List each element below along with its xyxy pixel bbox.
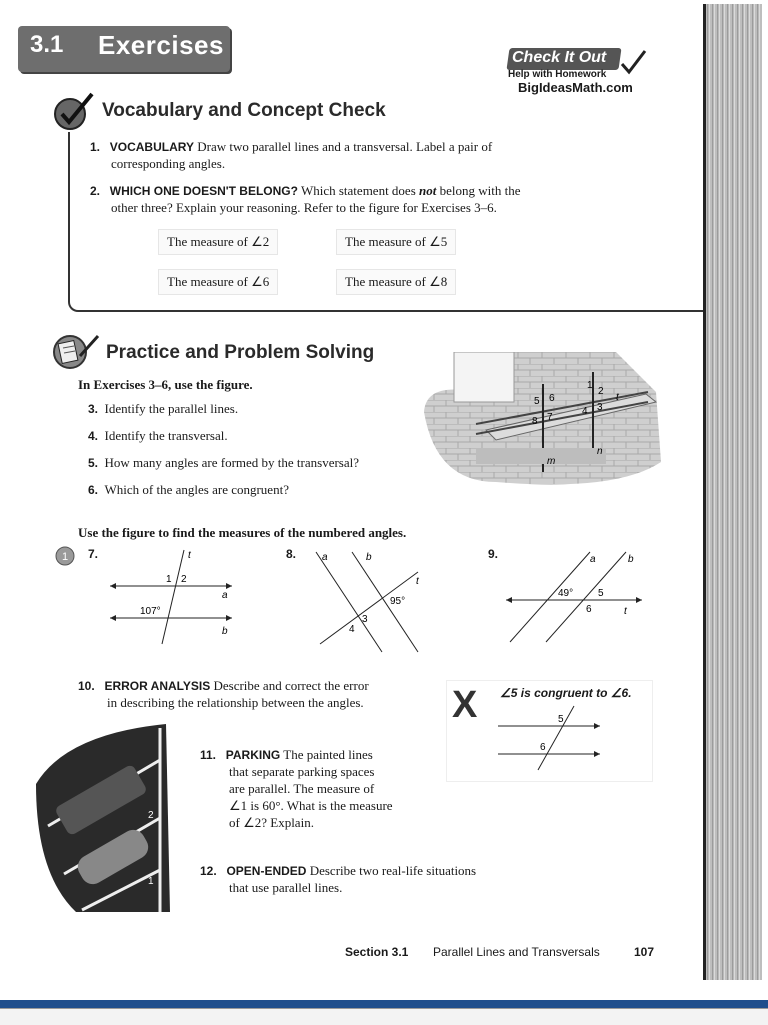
exercise-number: 5. bbox=[88, 456, 99, 470]
line-label: t bbox=[624, 606, 627, 617]
checkmark-icon bbox=[618, 48, 648, 78]
angle-label: 6 bbox=[549, 393, 555, 404]
error-statement: ∠5 is congruent to ∠6. bbox=[500, 686, 632, 700]
page-title: Exercises bbox=[98, 30, 224, 60]
vocab-heading: Vocabulary and Concept Check bbox=[102, 100, 386, 121]
angle-label: 1 bbox=[587, 380, 593, 391]
exercise-text-cont: corresponding angles. bbox=[111, 156, 226, 171]
website-link[interactable] bbox=[518, 80, 633, 95]
footer-section: Section 3.1 bbox=[345, 945, 409, 959]
angle-label: 5 bbox=[534, 396, 540, 407]
angle-label: 5 bbox=[558, 714, 564, 725]
exercise-12 bbox=[200, 862, 540, 896]
exercise-emphasis: not bbox=[419, 183, 437, 198]
exercise-9-figure bbox=[502, 546, 652, 650]
angle-label: 49° bbox=[558, 588, 574, 599]
example-marker-icon bbox=[54, 545, 76, 567]
exercise-text-cont: are parallel. The measure of bbox=[229, 781, 375, 796]
angle-label: 8 bbox=[532, 416, 538, 427]
exercise-number: 6. bbox=[88, 483, 99, 497]
error-figure bbox=[496, 704, 606, 772]
line-label: m bbox=[547, 456, 556, 467]
line-label: b bbox=[366, 552, 372, 563]
exercise-10 bbox=[78, 677, 438, 711]
exercise-text-cont: other three? Explain your reasoning. Refer to the figure for Exercises 3–6. bbox=[111, 200, 497, 215]
angle-label: 4 bbox=[349, 624, 355, 635]
check-it-out-title: Check It Out bbox=[512, 49, 607, 66]
exercise-number: 12. bbox=[200, 864, 217, 878]
exercise-number: 11. bbox=[200, 748, 217, 762]
angle-label: 2 bbox=[598, 386, 604, 397]
exercise-2 bbox=[90, 182, 610, 216]
angle-label: 1 bbox=[148, 876, 154, 887]
exercise-text: belong with the bbox=[436, 183, 521, 198]
website-suffix: .com bbox=[602, 80, 633, 95]
exercise-text-cont: of ∠2? Explain. bbox=[229, 815, 314, 830]
measure-box: The measure of ∠2 bbox=[158, 229, 278, 255]
book-page-edge bbox=[703, 4, 762, 980]
practice-intro: In Exercises 3–6, use the figure. bbox=[78, 377, 253, 392]
exercise-number: 4. bbox=[88, 429, 99, 443]
exercise-3 bbox=[88, 400, 238, 417]
website-name: BigIdeasMath bbox=[518, 80, 603, 95]
exercise-keyword: PARKING bbox=[225, 748, 281, 762]
checkmark-circle-icon bbox=[52, 92, 98, 132]
exercise-number: 3. bbox=[88, 402, 99, 416]
line-label: a bbox=[590, 554, 596, 565]
angle-label: 2 bbox=[148, 810, 154, 821]
parking-lot-photo bbox=[36, 724, 170, 912]
angle-label: 4 bbox=[582, 406, 588, 417]
exercise-text: Identify the transversal. bbox=[104, 428, 228, 443]
measure-box: The measure of ∠5 bbox=[336, 229, 456, 255]
angle-label: 95° bbox=[390, 596, 406, 607]
angle-label: 3 bbox=[362, 614, 368, 625]
angle-label: 3 bbox=[597, 402, 603, 413]
angle-label: 2 bbox=[181, 574, 187, 585]
line-label: n bbox=[597, 446, 603, 457]
exercise-text-cont: in describing the relationship between the angles. bbox=[107, 695, 364, 710]
line-label: a bbox=[222, 590, 228, 601]
exercise-keyword: VOCABULARY bbox=[109, 140, 194, 154]
exercise-text: Describe two real-life situations bbox=[309, 863, 477, 878]
exercise-8-figure bbox=[300, 546, 440, 658]
angle-label: 1 bbox=[166, 574, 172, 585]
angle-label: 107° bbox=[140, 606, 161, 617]
exercise-text: Describe and correct the error bbox=[213, 678, 369, 693]
line-label: b bbox=[222, 626, 228, 637]
scan-bottom-bar bbox=[0, 1000, 768, 1008]
angle-label: 7 bbox=[547, 412, 553, 423]
exercise-11 bbox=[200, 746, 440, 831]
exercise-8-number: 8. bbox=[286, 547, 297, 561]
exercise-7-number: 7. bbox=[88, 547, 99, 561]
line-label: b bbox=[628, 554, 634, 565]
exercise-text-cont: that separate parking spaces bbox=[229, 764, 375, 779]
practice-heading: Practice and Problem Solving bbox=[106, 342, 375, 363]
numbered-angles-intro: Use the figure to find the measures of the numbered angles. bbox=[78, 525, 407, 540]
check-it-out-subtitle: Help with Homework bbox=[508, 69, 607, 80]
angle-label: 5 bbox=[598, 588, 604, 599]
angle-label: 6 bbox=[540, 742, 546, 753]
section-number: 3.1 bbox=[30, 31, 64, 58]
exercise-number: 10. bbox=[78, 679, 95, 693]
exercise-4 bbox=[88, 427, 228, 444]
angle-label: 6 bbox=[586, 604, 592, 615]
scan-bottom-strip bbox=[0, 1008, 768, 1025]
footer-title: Parallel Lines and Transversals bbox=[433, 945, 600, 959]
exercise-text: Identify the parallel lines. bbox=[104, 401, 239, 416]
exercise-number: 1. bbox=[90, 140, 101, 154]
exercise-text-cont: that use parallel lines. bbox=[229, 880, 343, 895]
exercise-text: Which statement does bbox=[300, 183, 420, 198]
exercise-keyword: ERROR ANALYSIS bbox=[104, 679, 211, 693]
exercise-5 bbox=[88, 454, 359, 471]
line-label: a bbox=[322, 552, 328, 563]
measure-box: The measure of ∠6 bbox=[158, 269, 278, 295]
exercise-9-number: 9. bbox=[488, 547, 499, 561]
exercise-text: How many angles are formed by the transversal? bbox=[104, 455, 360, 470]
measure-box: The measure of ∠8 bbox=[336, 269, 456, 295]
exercise-text: The painted lines bbox=[283, 747, 373, 762]
notepad-pencil-icon bbox=[50, 332, 102, 372]
example-marker-number: 1 bbox=[61, 551, 69, 563]
exercise-1 bbox=[90, 138, 590, 172]
exercise-keyword: OPEN-ENDED bbox=[226, 864, 307, 878]
line-label: t bbox=[616, 392, 619, 403]
exercise-text: Draw two parallel lines and a transversal. Label a pair of bbox=[197, 139, 493, 154]
exercise-text: Which of the angles are congruent? bbox=[104, 482, 289, 497]
line-label: t bbox=[416, 576, 419, 587]
page-number: 107 bbox=[634, 945, 655, 959]
line-label: t bbox=[188, 550, 191, 561]
exercise-6 bbox=[88, 481, 289, 498]
exercise-number: 2. bbox=[90, 184, 101, 198]
exercise-7-figure bbox=[104, 548, 244, 648]
ramp-figure bbox=[416, 352, 664, 494]
exercise-text-cont: ∠1 is 60°. What is the measure bbox=[229, 798, 393, 813]
error-x-mark: X bbox=[452, 684, 478, 726]
exercise-keyword: WHICH ONE DOESN'T BELONG? bbox=[109, 184, 298, 198]
